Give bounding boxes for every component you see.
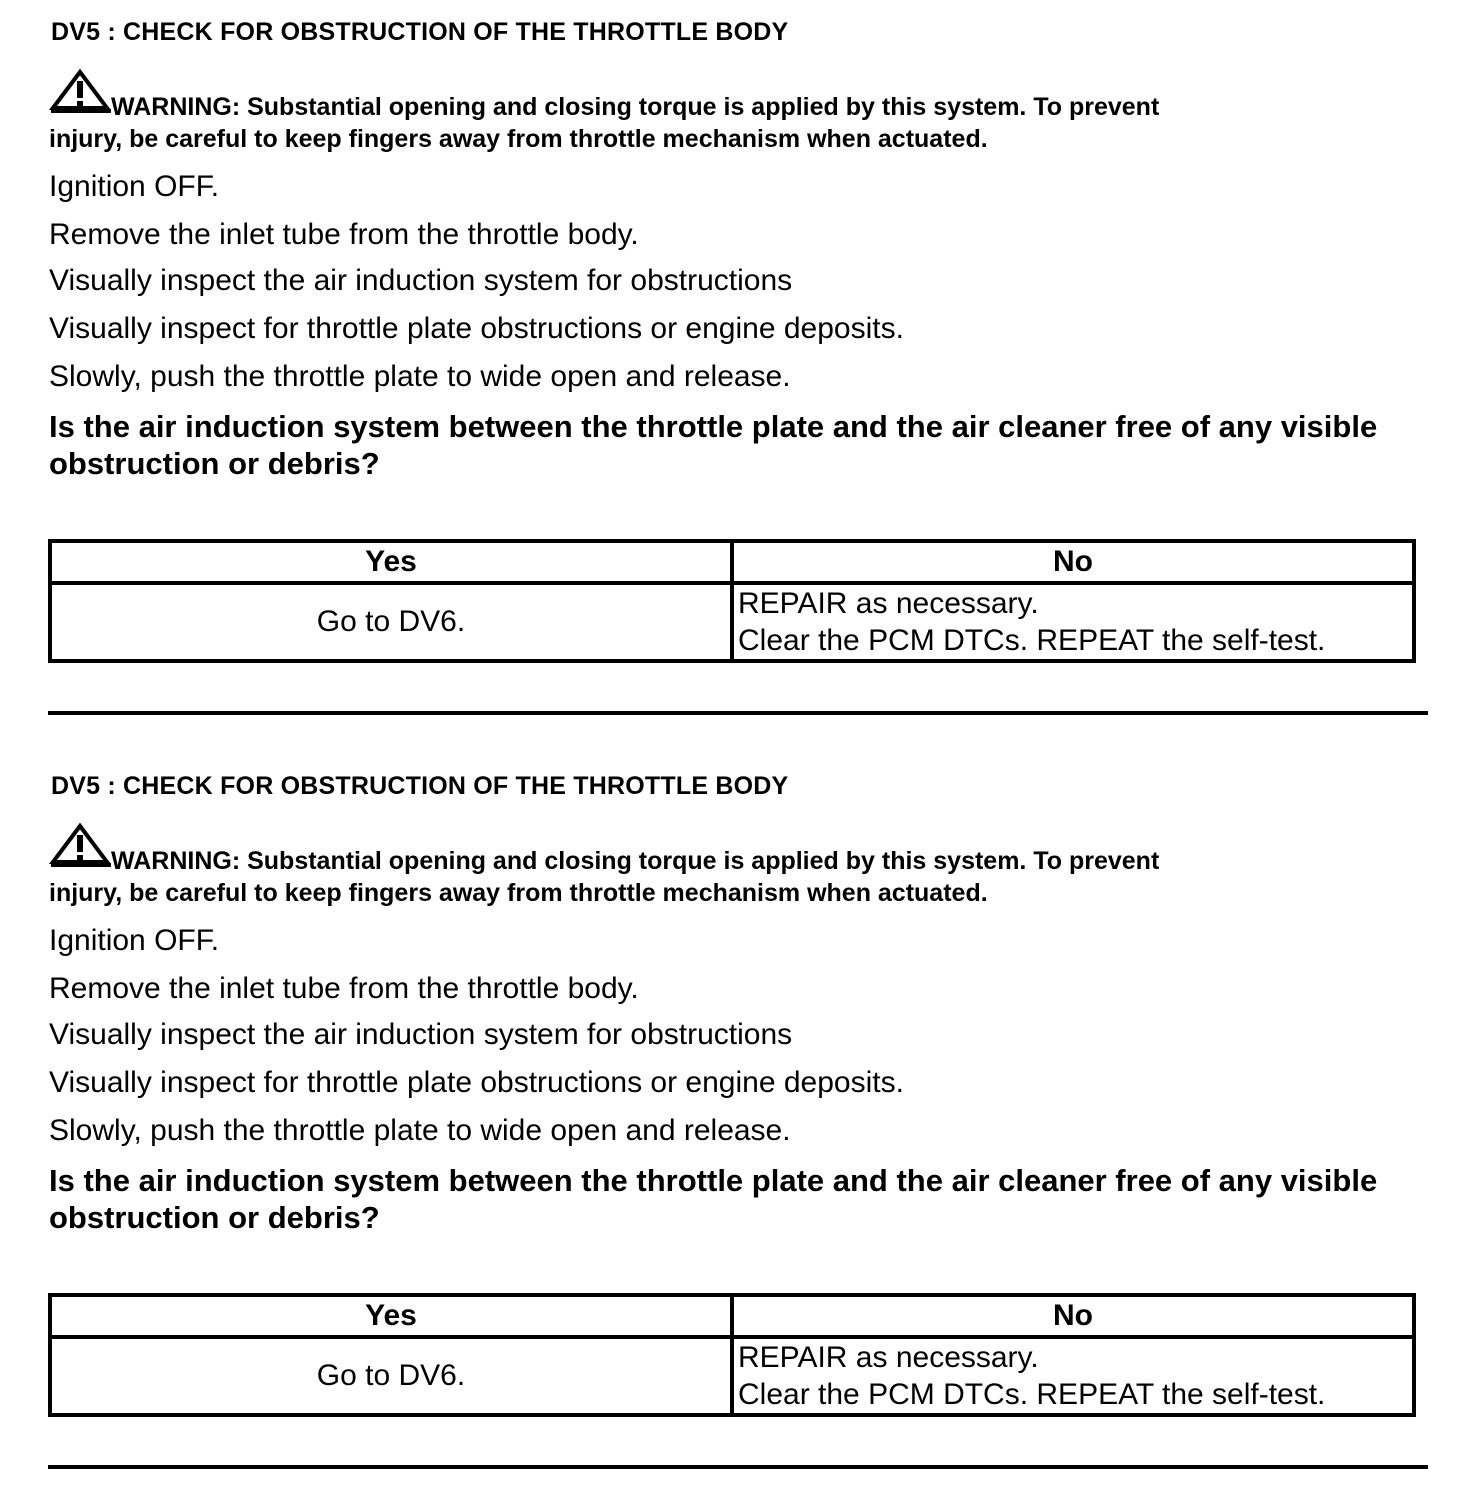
no-action <box>732 583 1414 661</box>
yes-action: Go to DV6. <box>50 583 732 661</box>
no-action-line-1: REPAIR as necessary. <box>738 587 1039 620</box>
no-header: No <box>732 541 1414 583</box>
section-divider <box>48 711 1428 715</box>
step-ignition-off: Ignition OFF. <box>49 924 220 957</box>
warning-text-line-1: WARNING: Substantial opening and closing torque is applied by this system. To prevent <box>111 93 1160 121</box>
result-table <box>48 539 1416 663</box>
warning-text-line-2: injury, be careful to keep fingers away from throttle mechanism when actuated. <box>49 879 988 907</box>
step-inspect-throttle-plate: Visually inspect for throttle plate obstructions or engine deposits. <box>49 312 904 345</box>
no-action <box>732 1337 1414 1415</box>
warning-triangle-icon <box>49 68 111 116</box>
step-push-throttle-plate: Slowly, push the throttle plate to wide open and release. <box>49 1114 791 1147</box>
section-divider <box>48 1465 1428 1469</box>
inspection-question: Is the air induction system between the throttle plate and the air cleaner free of any visible obstruction or debris? <box>49 1163 1378 1235</box>
no-action-line-1: REPAIR as necessary. <box>738 1341 1039 1374</box>
step-inspect-air-induction: Visually inspect the air induction system for obstructions <box>49 264 793 297</box>
step-remove-inlet-tube: Remove the inlet tube from the throttle body. <box>49 218 639 251</box>
step-remove-inlet-tube: Remove the inlet tube from the throttle body. <box>49 972 639 1005</box>
step-inspect-throttle-plate: Visually inspect for throttle plate obstructions or engine deposits. <box>49 1066 904 1099</box>
yes-action: Go to DV6. <box>50 1337 732 1415</box>
yes-header: Yes <box>50 1295 732 1337</box>
warning-text-line-1: WARNING: Substantial opening and closing torque is applied by this system. To prevent <box>111 847 1160 875</box>
no-action-line-2: Clear the PCM DTCs. REPEAT the self-test. <box>738 624 1326 657</box>
result-table <box>48 1293 1416 1417</box>
step-ignition-off: Ignition OFF. <box>49 170 220 203</box>
inspection-question: Is the air induction system between the throttle plate and the air cleaner free of any visible obstruction or debris? <box>49 409 1378 481</box>
step-inspect-air-induction: Visually inspect the air induction system for obstructions <box>49 1018 793 1051</box>
step-push-throttle-plate: Slowly, push the throttle plate to wide open and release. <box>49 360 791 393</box>
yes-header: Yes <box>50 541 732 583</box>
section-title: DV5 : CHECK FOR OBSTRUCTION OF THE THROTTLE BODY <box>51 772 789 800</box>
no-action-line-2: Clear the PCM DTCs. REPEAT the self-test. <box>738 1378 1326 1411</box>
warning-text-line-2: injury, be careful to keep fingers away from throttle mechanism when actuated. <box>49 125 988 153</box>
section-title: DV5 : CHECK FOR OBSTRUCTION OF THE THROTTLE BODY <box>51 18 789 46</box>
no-header: No <box>732 1295 1414 1337</box>
procedure-section-1 <box>0 0 1472 752</box>
procedure-section-2 <box>0 754 1472 1506</box>
warning-triangle-icon <box>49 822 111 870</box>
